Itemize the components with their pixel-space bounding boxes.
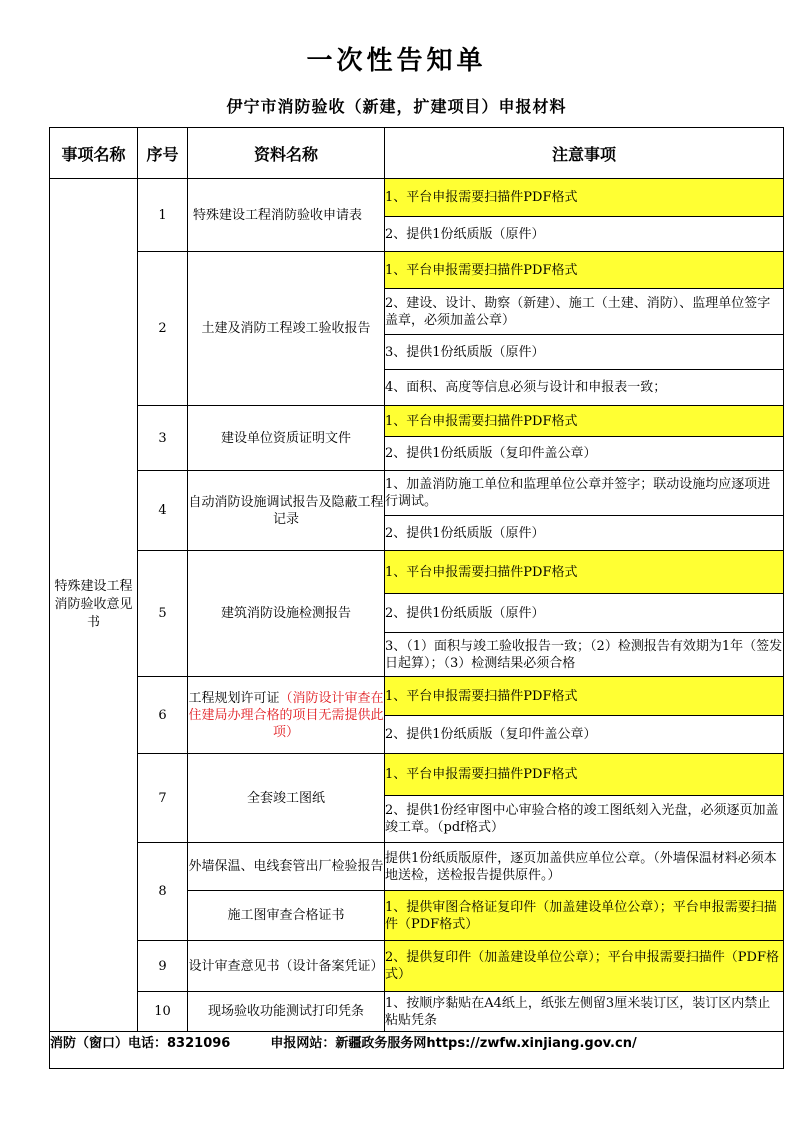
table-row: [50, 406, 784, 437]
note-cell: [385, 633, 784, 677]
page-title: 一次性告知单: [306, 46, 487, 76]
category-cell: 特殊建设工程消防验收意见书: [50, 179, 138, 1032]
header-category: 事项名称: [50, 128, 138, 179]
row-number: 10: [138, 992, 188, 1032]
footer-row: [50, 1032, 784, 1069]
note-cell: 1、平台申报需要扫描件PDF格式: [385, 252, 784, 289]
note-cell: 3、提供1份纸质版（原件）: [385, 335, 784, 370]
table-row: [50, 471, 784, 516]
note-cell: 2、提供1份纸质版（原件）: [385, 594, 784, 633]
material-name: 全套竣工图纸: [188, 754, 385, 843]
material-name: 建筑消防设施检测报告: [188, 551, 385, 677]
table-row: [50, 677, 784, 716]
row-number: 8: [138, 843, 188, 941]
note-cell: 1、平台申报需要扫描件PDF格式: [385, 551, 784, 594]
row-number: 1: [138, 179, 188, 252]
table-row: [50, 941, 784, 992]
row-number: 2: [138, 252, 188, 406]
note-cell: 1、平台申报需要扫描件PDF格式: [385, 754, 784, 796]
row-number: 3: [138, 406, 188, 471]
table-row: [50, 252, 784, 289]
header-notes: 注意事项: [385, 128, 784, 179]
material-name: [188, 677, 385, 754]
header-material: 资料名称: [188, 128, 385, 179]
note-cell: 4、面积、高度等信息必须与设计和申报表一致；: [385, 370, 784, 406]
note-cell: 2、提供1份纸质版（复印件盖公章）: [385, 437, 784, 471]
row-number: 6: [138, 677, 188, 754]
material-name: 特殊建设工程消防验收申请表: [188, 179, 385, 252]
material-name: 自动消防设施调试报告及隐蔽工程记录: [188, 471, 385, 551]
footer-cell: [50, 1032, 784, 1069]
material-name: 建设单位资质证明文件: [188, 406, 385, 471]
material-name: 外墙保温、电线套管出厂检验报告: [188, 843, 385, 891]
table-row: [50, 992, 784, 1032]
site-label: 申报网站：: [270, 1036, 336, 1051]
row-number: 5: [138, 551, 188, 677]
site-url: 新疆政务服务网https://zwfw.xinjiang.gov.cn/: [335, 1036, 637, 1051]
material-name: 设计审查意见书（设计备案凭证）: [188, 941, 385, 992]
materials-table: [49, 127, 784, 1069]
table-row: [50, 551, 784, 594]
table-row: [50, 843, 784, 891]
row-number: 4: [138, 471, 188, 551]
material-exemption-note: （消防设计审查在住建局办理合格的项目无需提供此项）: [188, 690, 384, 740]
material-name: 土建及消防工程竣工验收报告: [188, 252, 385, 406]
header-row: [50, 128, 784, 179]
material-name: 现场验收功能测试打印凭条: [188, 992, 385, 1032]
note-cell: 2、提供1份纸质版（原件）: [385, 217, 784, 252]
note-cell: 1、平台申报需要扫描件PDF格式: [385, 406, 784, 437]
note-cell: 2、提供1份纸质版（原件）: [385, 516, 784, 551]
note-text: 1、按顺序黏贴在A4纸上，纸张左侧留3厘米装订区，装订区内禁止粘贴凭条: [385, 995, 771, 1028]
note-cell: [385, 992, 784, 1032]
note-cell: 2、提供1份经审图中心审验合格的竣工图纸刻入光盘，必须逐页加盖竣工章。（pdf格式）: [385, 796, 784, 843]
table-row: [50, 754, 784, 796]
phone-number: 8321096: [167, 1036, 231, 1051]
phone-label: 消防（窗口）电话：: [50, 1036, 168, 1051]
note-cell: 1、平台申报需要扫描件PDF格式: [385, 179, 784, 217]
note-cell: 2、提供1份纸质版（复印件盖公章）: [385, 716, 784, 754]
material-name-text: 工程规划许可证: [188, 690, 280, 706]
note-text: 3、（1）面积与竣工验收报告一致；（2）检测报告有效期为1年（签发日起算）；（3）检测结果必须合格: [385, 638, 783, 671]
header-number: 序号: [138, 128, 188, 179]
row-number: 9: [138, 941, 188, 992]
row-number: 7: [138, 754, 188, 843]
note-cell: 2、建设、设计、勘察（新建）、施工（土建、消防）、监理单位签字盖章，必须加盖公章）: [385, 289, 784, 335]
note-cell: 1、加盖消防施工单位和监理单位公章并签字；联动设施均应逐项进行调试。: [385, 471, 784, 516]
note-cell: 1、平台申报需要扫描件PDF格式: [385, 677, 784, 716]
note-cell: 提供1份纸质版原件，逐页加盖供应单位公章。（外墙保温材料必须本地送检，送检报告提供原件。）: [385, 843, 784, 891]
table-row: [50, 179, 784, 217]
note-cell: 1、提供审图合格证复印件（加盖建设单位公章）；平台申报需要扫描件（PDF格式）: [385, 891, 784, 941]
material-name: 施工图审查合格证书: [188, 891, 385, 941]
note-cell: 2、提供复印件（加盖建设单位公章）；平台申报需要扫描件（PDF格式）: [385, 941, 784, 992]
page-subtitle: 伊宁市消防验收（新建，扩建项目）申报材料: [226, 97, 567, 116]
